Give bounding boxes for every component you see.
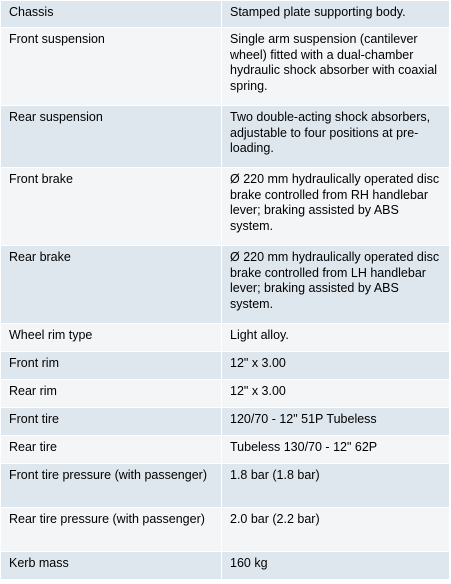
spec-label-kerb-mass: Kerb mass [1,552,222,580]
spec-value-rear-tire-pressure: 2.0 bar (2.2 bar) [222,508,450,552]
table-row [1,28,450,106]
spec-label-front-suspension: Front suspension [1,28,222,106]
spec-label-rear-suspension: Rear suspension [1,106,222,168]
spec-label-front-brake: Front brake [1,168,222,246]
table-row [1,246,450,324]
spec-label-front-tire-pressure: Front tire pressure (with passenger) [1,464,222,508]
spec-label-wheel-rim-type: Wheel rim type [1,324,222,352]
spec-label-rear-tire-pressure: Rear tire pressure (with passenger) [1,508,222,552]
table-row [1,464,450,508]
table-row [1,380,450,408]
table-row [1,552,450,580]
spec-label-front-tire: Front tire [1,408,222,436]
table-row [1,436,450,464]
table-row [1,324,450,352]
table-row [1,106,450,168]
spec-value-front-tire-pressure: 1.8 bar (1.8 bar) [222,464,450,508]
spec-value-rear-brake: Ø 220 mm hydraulically operated disc brake controlled from LH handlebar lever; braking assisted by ABS system. [222,246,450,324]
spec-value-rear-tire: Tubeless 130/70 - 12" 62P [222,436,450,464]
spec-value-kerb-mass: 160 kg [222,552,450,580]
table-row [1,1,450,28]
spec-value-wheel-rim-type: Light alloy. [222,324,450,352]
table-row [1,352,450,380]
table-row [1,508,450,552]
spec-value-chassis: Stamped plate supporting body. [222,1,450,28]
spec-value-rear-rim: 12" x 3.00 [222,380,450,408]
spec-value-front-tire: 120/70 - 12" 51P Tubeless [222,408,450,436]
table-row [1,168,450,246]
spec-value-front-brake: Ø 220 mm hydraulically operated disc brake controlled from RH handlebar lever; braking assisted by ABS system. [222,168,450,246]
spec-label-front-rim: Front rim [1,352,222,380]
spec-label-rear-rim: Rear rim [1,380,222,408]
spec-value-front-suspension: Single arm suspension (cantilever wheel) fitted with a dual-chamber hydraulic shock absorber with coaxial spring. [222,28,450,106]
spec-value-front-rim: 12" x 3.00 [222,352,450,380]
spec-value-rear-suspension: Two double-acting shock absorbers, adjustable to four positions at pre-loading. [222,106,450,168]
spec-label-chassis: Chassis [1,1,222,28]
spec-label-rear-tire: Rear tire [1,436,222,464]
spec-label-rear-brake: Rear brake [1,246,222,324]
table-row [1,408,450,436]
